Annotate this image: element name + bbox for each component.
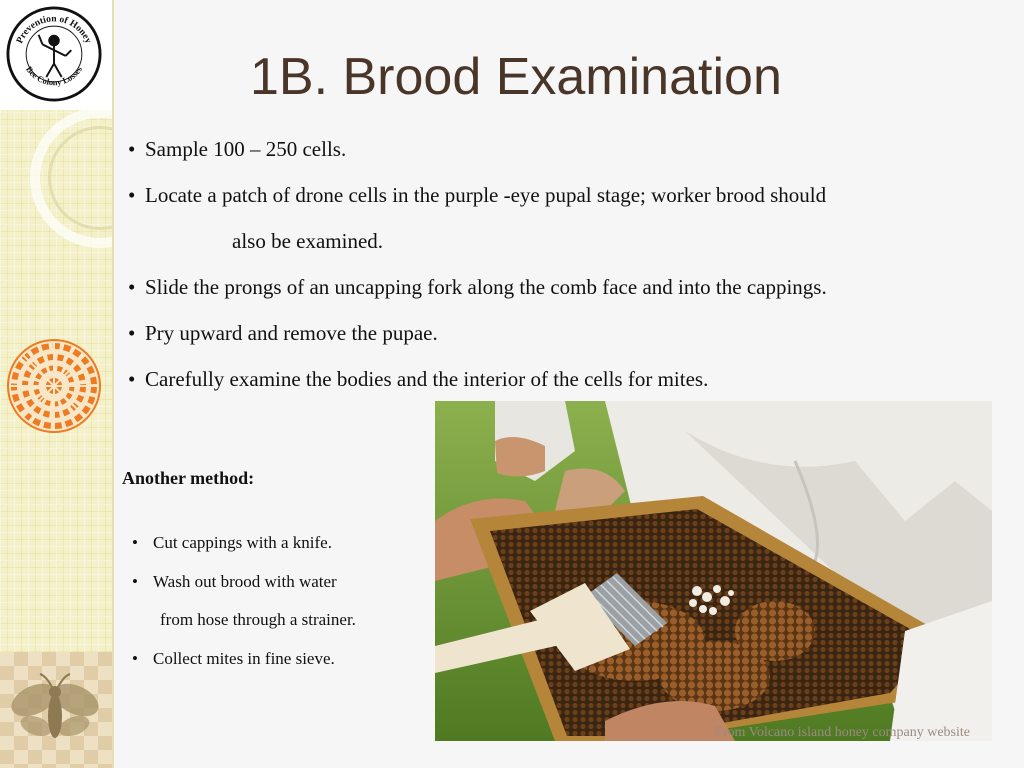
bullet-item bbox=[128, 126, 1008, 172]
sub-bullet-item bbox=[132, 524, 432, 563]
bullet-item bbox=[128, 172, 1008, 218]
bullet-dot: • bbox=[132, 533, 138, 552]
bullet-dot: • bbox=[128, 321, 136, 345]
bee-silhouette-icon bbox=[4, 670, 108, 750]
bullet-item bbox=[128, 310, 1008, 356]
honeycomb-medallion-icon bbox=[6, 338, 102, 434]
bullet-item bbox=[128, 356, 1008, 402]
bullet-text: Sample 100 – 250 cells. bbox=[145, 137, 347, 161]
bullet-continuation bbox=[128, 218, 1008, 264]
bullet-text: Pry upward and remove the pupae. bbox=[145, 321, 438, 345]
bullet-dot: • bbox=[132, 571, 138, 591]
another-method-heading: Another method: bbox=[122, 468, 255, 488]
bullet-dot: • bbox=[132, 648, 138, 668]
bullet-dot: • bbox=[128, 367, 136, 391]
logo-container bbox=[0, 0, 112, 110]
bullet-text: also be examined. bbox=[232, 229, 384, 253]
bullet-dot: • bbox=[128, 275, 136, 299]
sub-bullet-item bbox=[132, 563, 432, 602]
sub-bullet-text: Cut cappings with a knife. bbox=[153, 533, 332, 552]
sub-bullet-text: Wash out brood with water bbox=[153, 571, 337, 591]
bullet-text: Locate a patch of drone cells in the purple -eye pupal stage; worker brood should bbox=[145, 183, 827, 207]
main-bullet-list bbox=[128, 126, 1008, 402]
brood-frame-photo bbox=[435, 401, 992, 741]
decorative-sidebar bbox=[0, 0, 112, 768]
sub-bullet-text: Collect mites in fine sieve. bbox=[153, 648, 335, 668]
bullet-dot: • bbox=[128, 137, 136, 161]
photo-credit: From Volcano island honey company website bbox=[715, 725, 970, 740]
sub-bullet-text: from hose through a strainer. bbox=[160, 610, 356, 629]
sub-bullet-item bbox=[132, 640, 432, 679]
photo-illustration bbox=[435, 401, 992, 741]
bullet-text: Slide the prongs of an uncapping fork along the comb face and into the cappings. bbox=[145, 275, 827, 299]
sub-bullet-continuation bbox=[132, 601, 432, 640]
bullet-dot: • bbox=[128, 183, 136, 207]
logo-text-top: Prevention of Honey bbox=[14, 13, 94, 46]
slide-title: 1B. Brood Examination bbox=[250, 48, 782, 106]
bullet-item bbox=[128, 264, 1008, 310]
bullet-text: Carefully examine the bodies and the interior of the cells for mites. bbox=[145, 367, 709, 391]
logo-text-bottom: Bee Colony Losses bbox=[23, 64, 85, 88]
another-method-list bbox=[132, 524, 432, 678]
sidebar-edge bbox=[112, 0, 114, 768]
org-seal-logo bbox=[6, 6, 102, 102]
